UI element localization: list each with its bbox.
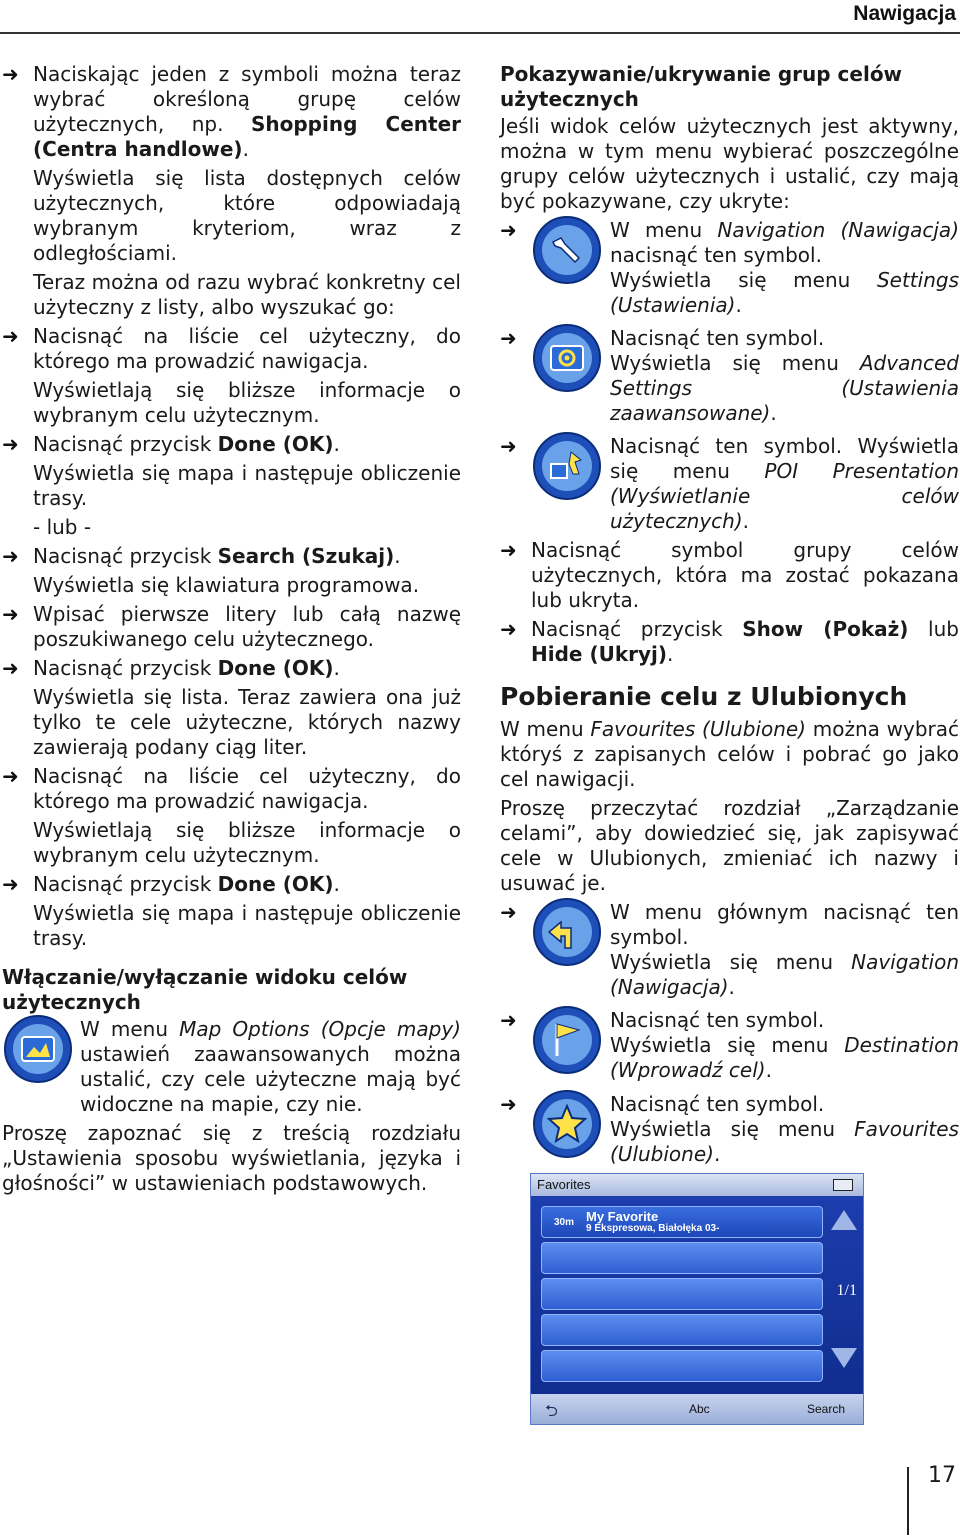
arrow-icon: ➜ — [2, 62, 19, 86]
arrow-icon: ➜ — [2, 872, 19, 896]
arrow-icon: ➜ — [2, 432, 19, 456]
intro-text: Jeśli widok celów użytecznych jest aktywny, można w tym menu wybierać poszczególne grupy celów użytecznych i ustalić, czy mają być pokazywane, czy ukryte: — [500, 114, 959, 213]
arrow-icon: ➜ — [500, 326, 517, 350]
step-tap-poi: ➜ Nacisnąć na liście cel użyteczny, do którego ma prowadzić nawigacja. — [2, 764, 461, 813]
step-tap-group: ➜ Nacisnąć symbol grupy celów użytecznych, która ma zostać pokazana lub ukryta. — [500, 538, 959, 612]
star-icon[interactable] — [531, 1088, 603, 1160]
item-address: 9 Ekspresowa, Białołęka 03- — [586, 1223, 720, 1234]
screen-title-bar — [531, 1174, 863, 1196]
result-text: Wyświetla się lista dostępnych celów użytecznych, które odpowiadają wybranym kryteriom, wraz z odległościami. — [33, 166, 461, 265]
result-text: Wyświetlają się bliższe informacje o wybranym celu użytecznym. — [33, 378, 461, 427]
screen-title: Favorites — [537, 1177, 591, 1192]
map-options-icon — [2, 1013, 74, 1085]
section-heading-toggle: Włączanie/wyłączanie widoku celów użytecznych — [2, 965, 408, 1014]
item-distance: 30m — [554, 1217, 575, 1228]
reference-text: Proszę zapoznać się z treścią rozdziału „Ustawienia sposobu wyświetlania, języka i głośności” w ustawieniach podstawowych. — [2, 1121, 461, 1195]
step-press-done: ➜ Nacisnąć przycisk Done (OK). — [2, 432, 340, 456]
favorite-list-item-empty[interactable] — [541, 1350, 823, 1382]
result-text: Wyświetlają się bliższe informacje o wybranym celu użytecznym. — [33, 818, 461, 867]
arrow-icon: ➜ — [2, 324, 19, 348]
advanced-settings-icon[interactable] — [531, 322, 603, 394]
favorite-list-item-empty[interactable] — [541, 1242, 823, 1274]
arrow-icon: ➜ — [2, 656, 19, 680]
arrow-icon: ➜ — [2, 602, 19, 626]
favorite-list-item-empty[interactable] — [541, 1314, 823, 1346]
step-press-done: ➜ Nacisnąć przycisk Done (OK). — [2, 656, 340, 680]
page-indicator: 1/1 — [836, 1282, 857, 1299]
destination-flag-icon[interactable] — [531, 1004, 603, 1076]
favorite-list-item-empty[interactable] — [541, 1278, 823, 1310]
back-arrow-icon[interactable]: ⮌ — [545, 1401, 558, 1420]
navigation-turn-icon[interactable] — [531, 896, 603, 968]
step-show-hide: ➜ Nacisnąć przycisk Show (Pokaż) lub Hide (Ukryj). — [500, 617, 959, 666]
right-column — [500, 62, 959, 1171]
header-rule — [0, 32, 960, 34]
arrow-icon: ➜ — [500, 538, 517, 562]
section-heading-show-hide: Pokazywanie/ukrywanie grup celów użytecznych — [500, 62, 903, 111]
step-select-group: ➜ Naciskając jeden z symboli można teraz wybrać określoną grupę celów użytecznych, np. Shopping Center (Centra handlowe). — [2, 62, 461, 161]
arrow-icon: ➜ — [500, 617, 517, 641]
page-number: 17 — [928, 1463, 956, 1488]
arrow-icon: ➜ — [500, 1008, 517, 1032]
battery-icon — [833, 1179, 853, 1191]
favorites-screen-screenshot — [530, 1173, 864, 1425]
settings-wrench-icon[interactable] — [531, 214, 603, 286]
abc-button[interactable]: Abc — [689, 1402, 710, 1416]
favorite-list-item[interactable] — [541, 1206, 823, 1238]
arrow-icon: ➜ — [500, 900, 517, 924]
poi-presentation-icon[interactable] — [531, 430, 603, 502]
step-settings-symbol: ➜ W menu Navigation (Nawigacja) nacisnąć ten symbol. Wyświetla się menu Settings (Ustawienia). — [500, 218, 959, 322]
screen-button-bar — [531, 1394, 863, 1424]
scroll-up-icon[interactable] — [829, 1208, 859, 1232]
step-press-done: ➜ Nacisnąć przycisk Done (OK). — [2, 872, 340, 896]
arrow-icon: ➜ — [500, 1092, 517, 1116]
result-text: Wyświetla się lista. Teraz zawiera ona już tylko te cele użyteczne, których nazwy zawierają podany ciąg liter. — [33, 685, 461, 759]
result-text: Wyświetla się klawiatura programowa. — [33, 573, 420, 597]
arrow-icon: ➜ — [2, 544, 19, 568]
favourites-reference: Proszę przeczytać rozdział „Zarządzanie celami”, aby dowiedzieć się, jak zapisywać cele w Ulubionych, zmieniać ich nazwy i usuwać je. — [500, 796, 959, 895]
scroll-down-icon[interactable] — [829, 1346, 859, 1370]
map-options-block: W menu Map Options (Opcje mapy) ustawień zaawansowanych można ustalić, czy cele użyteczne mają być widoczne na mapie, czy nie. — [2, 1017, 461, 1117]
step-favourites-symbol: ➜ Nacisnąć ten symbol. Wyświetla się menu Favourites (Ulubione). — [500, 1092, 959, 1167]
step-navigation-symbol: ➜ W menu głównym nacisnąć ten symbol. Wyświetla się menu Navigation (Nawigacja). — [500, 900, 959, 1004]
or-separator: - lub - — [33, 515, 92, 539]
step-advanced-symbol: ➜ Nacisnąć ten symbol. Wyświetla się menu Advanced Settings (Ustawienia zaawansowane). — [500, 326, 959, 430]
result-text: Wyświetla się mapa i następuje obliczenie trasy. — [33, 461, 461, 510]
page-number-rule — [907, 1467, 909, 1535]
step-poi-symbol: ➜ Nacisnąć ten symbol. Wyświetla się menu POI Presentation (Wyświetlanie celów użytecznych). — [500, 434, 959, 534]
section-heading-favourites: Pobieranie celu z Ulubionych — [500, 682, 908, 711]
step-destination-symbol: ➜ Nacisnąć ten symbol. Wyświetla się menu Destination (Wprowadź cel). — [500, 1008, 959, 1088]
arrow-icon: ➜ — [500, 218, 517, 242]
arrow-icon: ➜ — [500, 434, 517, 458]
arrow-icon: ➜ — [2, 764, 19, 788]
step-tap-poi: ➜ Nacisnąć na liście cel użyteczny, do którego ma prowadzić nawigacja. — [2, 324, 461, 373]
page-header-title: Nawigacja — [853, 2, 956, 25]
left-column — [2, 62, 461, 1200]
instruction-text: Teraz można od razu wybrać konkretny cel użyteczny z listy, albo wyszukać go: — [33, 270, 461, 319]
step-press-search: ➜ Nacisnąć przycisk Search (Szukaj). — [2, 544, 401, 568]
item-title: My Favorite — [586, 1209, 659, 1224]
search-button[interactable]: Search — [807, 1402, 846, 1416]
favourites-intro: W menu Favourites (Ulubione) można wybrać któryś z zapisanych celów i pobrać go jako cel nawigacji. — [500, 717, 959, 791]
result-text: Wyświetla się mapa i następuje obliczenie trasy. — [33, 901, 461, 950]
step-type-letters: ➜ Wpisać pierwsze litery lub całą nazwę poszukiwanego celu użytecznego. — [2, 602, 461, 651]
